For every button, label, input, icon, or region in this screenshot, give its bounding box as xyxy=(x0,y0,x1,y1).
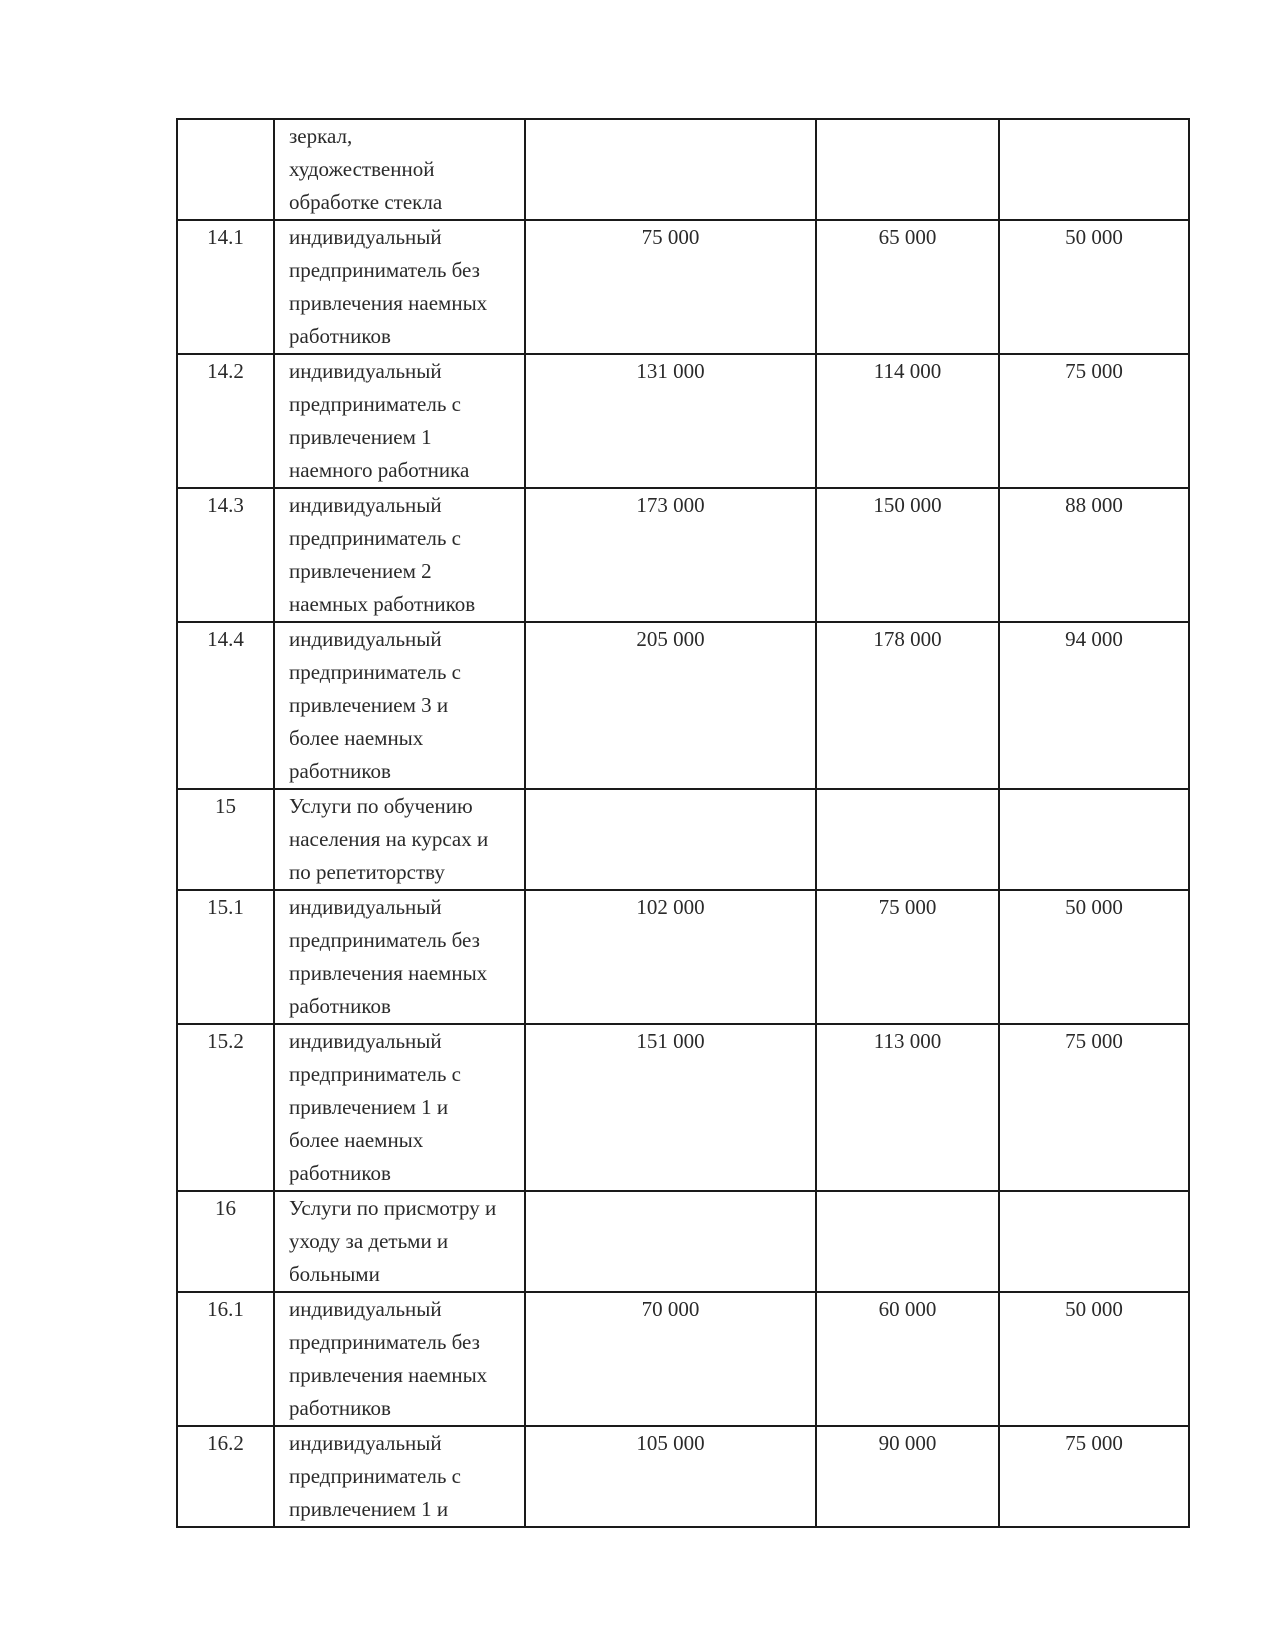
value-column-1: 70 000 xyxy=(525,1292,816,1426)
tariff-table xyxy=(176,118,1190,1528)
description-line: индивидуальный xyxy=(289,1029,442,1053)
description-line: работников xyxy=(289,1161,391,1185)
description-line: индивидуальный xyxy=(289,895,442,919)
description-line: работников xyxy=(289,759,391,783)
value-column-2: 90 000 xyxy=(816,1426,999,1527)
row-number: 14.2 xyxy=(177,354,274,488)
row-description xyxy=(274,220,525,354)
row-description xyxy=(274,789,525,890)
description-line: привлечением 2 xyxy=(289,559,432,583)
value-column-3 xyxy=(999,789,1189,890)
description-line: предприниматель без xyxy=(289,928,480,952)
row-number: 15.1 xyxy=(177,890,274,1024)
description-line: наемных работников xyxy=(289,592,476,616)
table-row xyxy=(177,220,1189,354)
value-column-2: 60 000 xyxy=(816,1292,999,1426)
description-line: привлечения наемных xyxy=(289,1363,488,1387)
row-number: 14.3 xyxy=(177,488,274,622)
table-row xyxy=(177,1292,1189,1426)
value-column-2 xyxy=(816,789,999,890)
row-description xyxy=(274,1426,525,1527)
row-number: 16.2 xyxy=(177,1426,274,1527)
row-description xyxy=(274,354,525,488)
description-line: предприниматель с xyxy=(289,392,461,416)
description-line: предприниматель с xyxy=(289,1464,461,1488)
value-column-1: 131 000 xyxy=(525,354,816,488)
value-column-3 xyxy=(999,119,1189,220)
value-column-1: 102 000 xyxy=(525,890,816,1024)
value-column-2: 178 000 xyxy=(816,622,999,789)
value-column-2: 65 000 xyxy=(816,220,999,354)
row-number: 15 xyxy=(177,789,274,890)
value-column-3 xyxy=(999,1191,1189,1292)
table-row xyxy=(177,1426,1189,1527)
description-line: предприниматель без xyxy=(289,1330,480,1354)
description-line: Услуги по присмотру и xyxy=(289,1196,497,1220)
value-column-3: 50 000 xyxy=(999,890,1189,1024)
description-line: привлечением 1 и xyxy=(289,1497,449,1521)
description-line: обработке стекла xyxy=(289,190,443,214)
row-description xyxy=(274,1191,525,1292)
value-column-3: 75 000 xyxy=(999,354,1189,488)
description-line: Услуги по обучению xyxy=(289,794,473,818)
table-row xyxy=(177,119,1189,220)
table-row xyxy=(177,1024,1189,1191)
description-line: привлечения наемных xyxy=(289,961,488,985)
description-line: предприниматель с xyxy=(289,526,461,550)
description-line: привлечением 3 и xyxy=(289,693,449,717)
value-column-3: 88 000 xyxy=(999,488,1189,622)
description-line: привлечением 1 xyxy=(289,425,432,449)
description-line: индивидуальный xyxy=(289,359,442,383)
description-line: индивидуальный xyxy=(289,493,442,517)
table-row xyxy=(177,622,1189,789)
value-column-2 xyxy=(816,1191,999,1292)
description-line: художественной xyxy=(289,157,435,181)
table-row xyxy=(177,890,1189,1024)
table-row xyxy=(177,488,1189,622)
description-line: наемного работника xyxy=(289,458,470,482)
value-column-1: 173 000 xyxy=(525,488,816,622)
value-column-2: 114 000 xyxy=(816,354,999,488)
row-number: 14.4 xyxy=(177,622,274,789)
value-column-3: 50 000 xyxy=(999,1292,1189,1426)
description-line: по репетиторству xyxy=(289,860,445,884)
value-column-1: 205 000 xyxy=(525,622,816,789)
description-line: работников xyxy=(289,324,391,348)
value-column-1 xyxy=(525,119,816,220)
value-column-1: 105 000 xyxy=(525,1426,816,1527)
description-line: населения на курсах и xyxy=(289,827,489,851)
value-column-1: 75 000 xyxy=(525,220,816,354)
row-description xyxy=(274,119,525,220)
description-line: уходу за детьми и xyxy=(289,1229,449,1253)
table-row xyxy=(177,789,1189,890)
value-column-2: 75 000 xyxy=(816,890,999,1024)
tariff-table-body xyxy=(177,119,1189,1527)
description-line: предприниматель с xyxy=(289,1062,461,1086)
value-column-2 xyxy=(816,119,999,220)
description-line: предприниматель с xyxy=(289,660,461,684)
description-line: привлечения наемных xyxy=(289,291,488,315)
description-line: более наемных xyxy=(289,1128,424,1152)
row-number: 14.1 xyxy=(177,220,274,354)
row-description xyxy=(274,890,525,1024)
description-line: индивидуальный xyxy=(289,1297,442,1321)
value-column-3: 94 000 xyxy=(999,622,1189,789)
row-description xyxy=(274,1292,525,1426)
value-column-3: 75 000 xyxy=(999,1024,1189,1191)
description-line: привлечением 1 и xyxy=(289,1095,449,1119)
description-line: индивидуальный xyxy=(289,627,442,651)
row-number: 15.2 xyxy=(177,1024,274,1191)
row-number xyxy=(177,119,274,220)
value-column-3: 50 000 xyxy=(999,220,1189,354)
value-column-2: 113 000 xyxy=(816,1024,999,1191)
value-column-2: 150 000 xyxy=(816,488,999,622)
description-line: индивидуальный xyxy=(289,1431,442,1455)
table-row xyxy=(177,1191,1189,1292)
description-line: более наемных xyxy=(289,726,424,750)
value-column-1 xyxy=(525,1191,816,1292)
row-description xyxy=(274,488,525,622)
value-column-1 xyxy=(525,789,816,890)
row-description xyxy=(274,1024,525,1191)
value-column-3: 75 000 xyxy=(999,1426,1189,1527)
description-line: зеркал, xyxy=(289,124,353,148)
description-line: работников xyxy=(289,1396,391,1420)
table-row xyxy=(177,354,1189,488)
description-line: работников xyxy=(289,994,391,1018)
description-line: индивидуальный xyxy=(289,225,442,249)
description-line: больными xyxy=(289,1262,380,1286)
description-line: предприниматель без xyxy=(289,258,480,282)
row-description xyxy=(274,622,525,789)
row-number: 16.1 xyxy=(177,1292,274,1426)
value-column-1: 151 000 xyxy=(525,1024,816,1191)
row-number: 16 xyxy=(177,1191,274,1292)
